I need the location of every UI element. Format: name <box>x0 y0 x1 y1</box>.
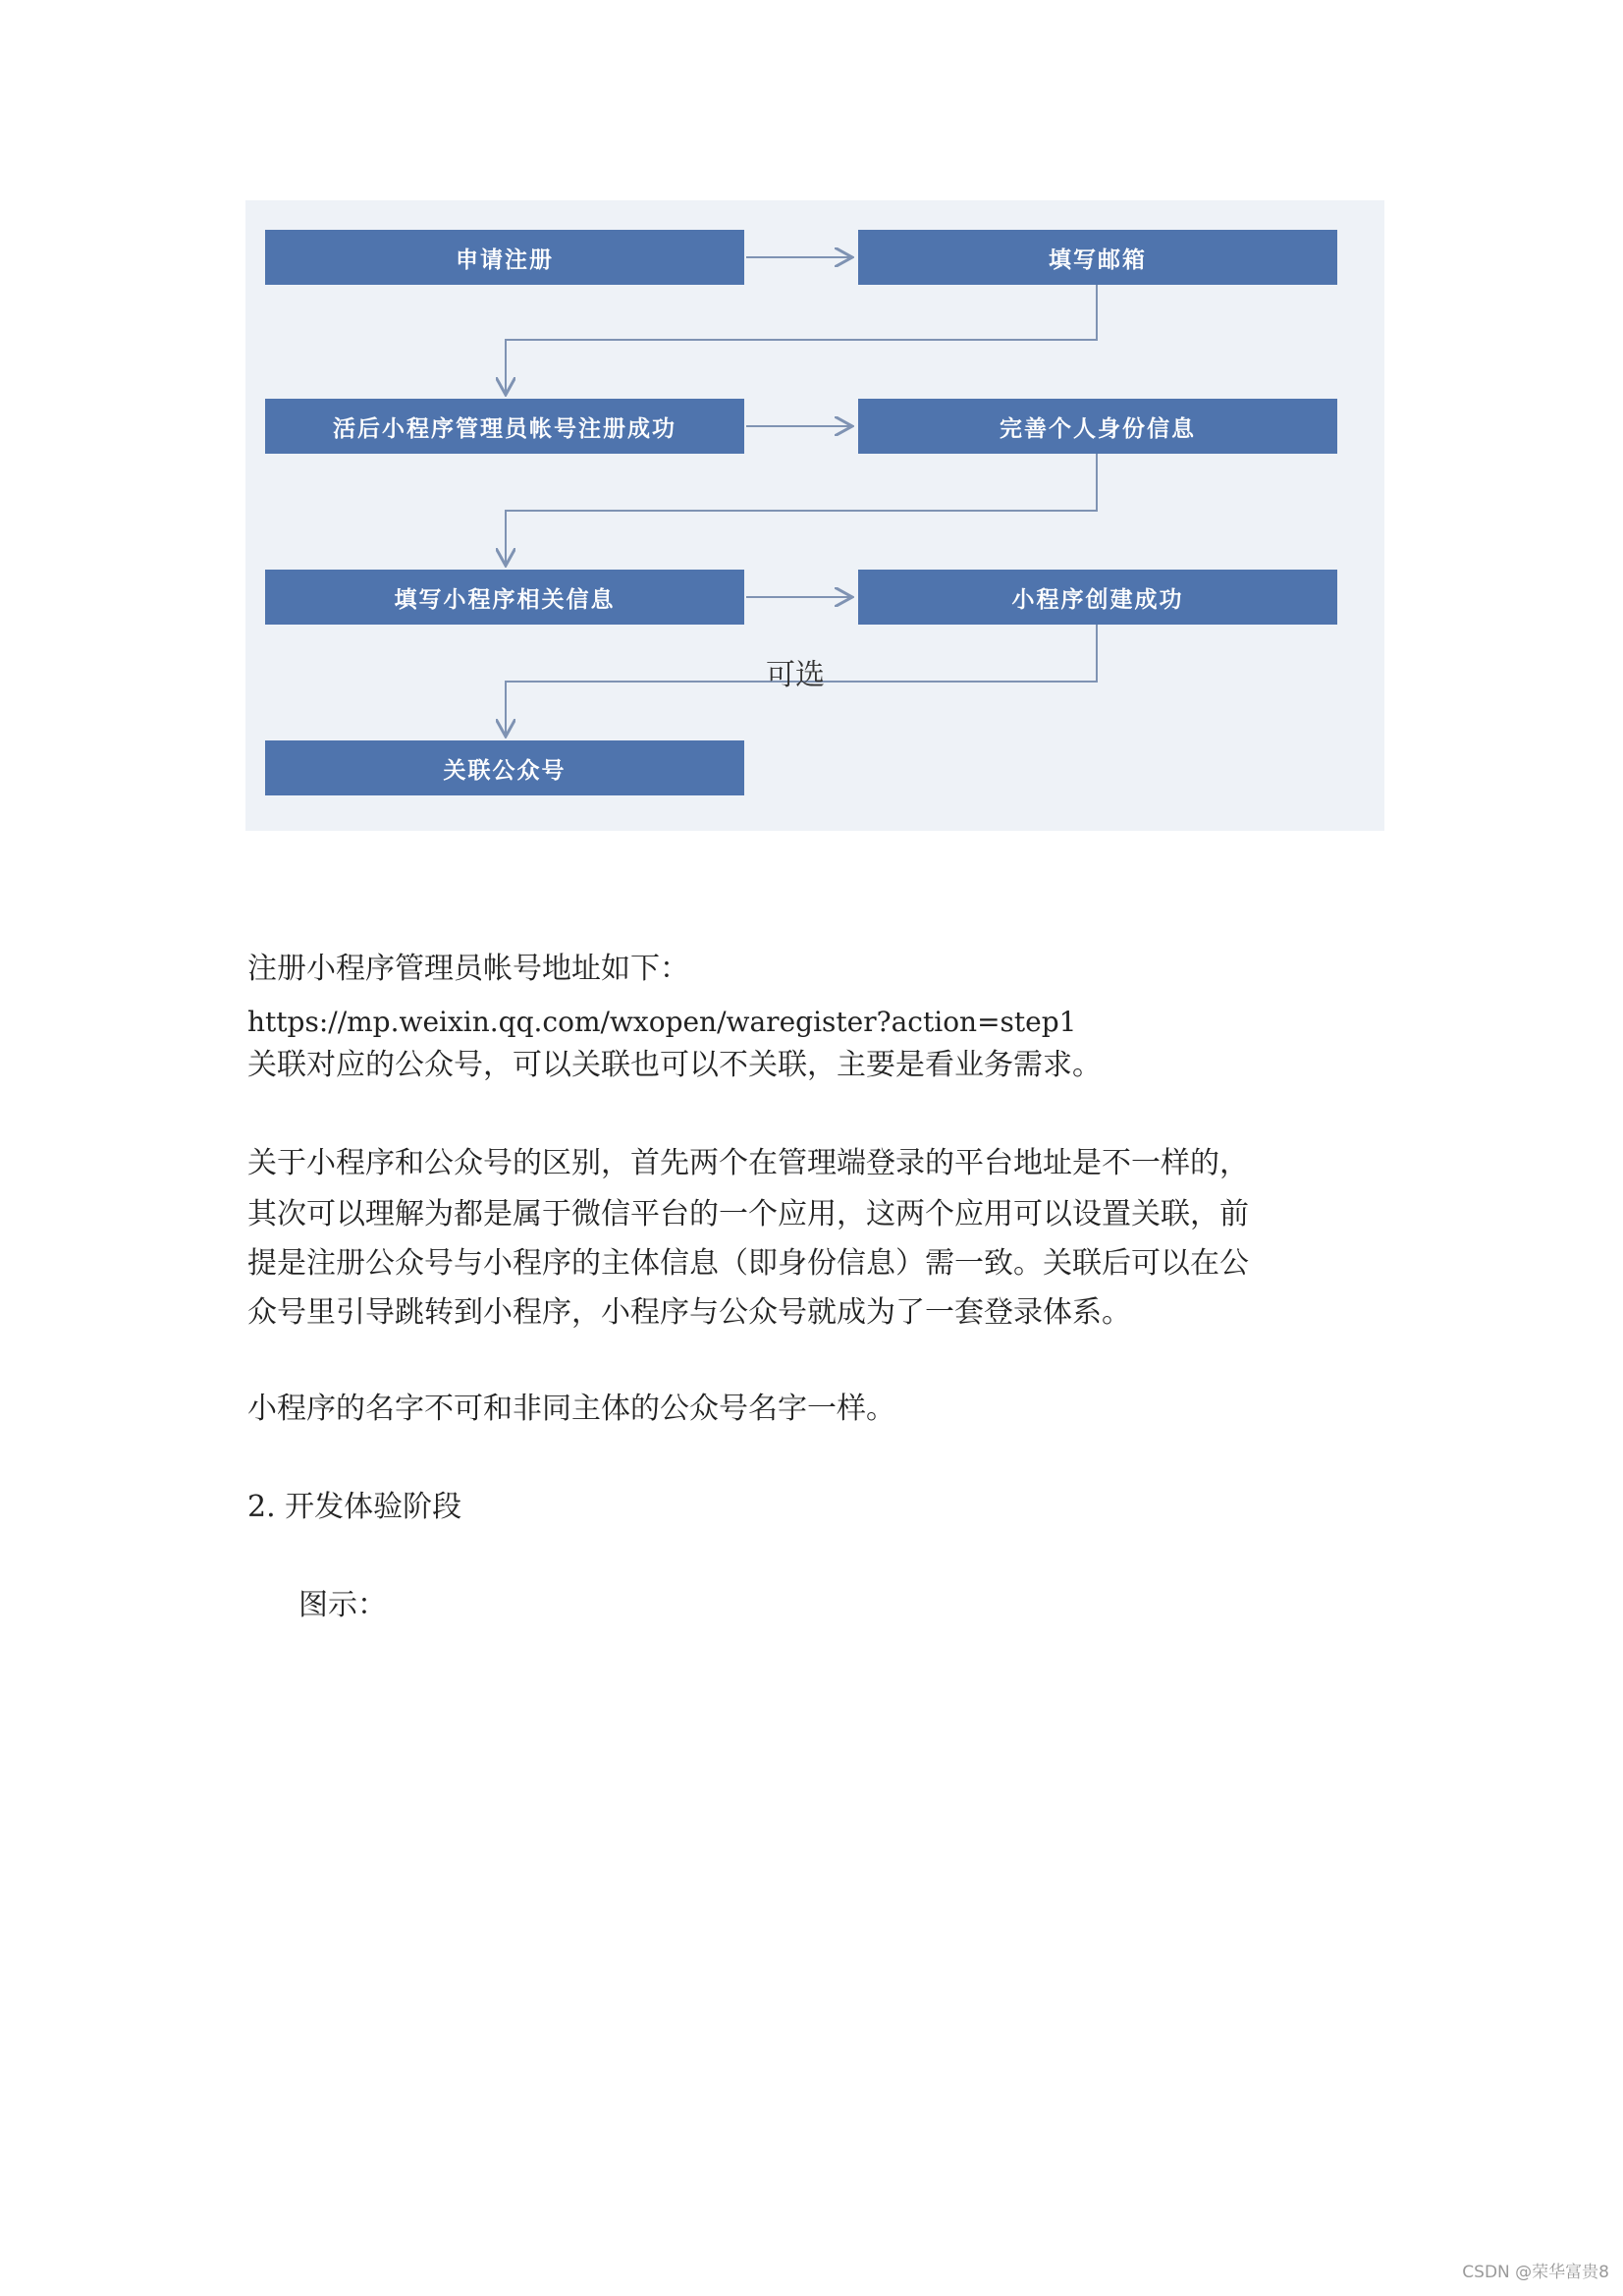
step-miniprogram-created: 小程序创建成功 <box>858 570 1337 625</box>
difference-line-1: 关于小程序和公众号的区别，首先两个在管理端登录的平台地址是不一样的， <box>247 1146 1249 1180</box>
step-fill-miniprogram-info: 填写小程序相关信息 <box>265 570 744 625</box>
step-fill-email: 填写邮箱 <box>858 230 1337 285</box>
flowchart-connectors <box>245 200 1384 831</box>
difference-line-3: 提是注册公众号与小程序的主体信息（即身份信息）需一致。关联后可以在公 <box>247 1246 1249 1281</box>
difference-line-4: 众号里引导跳转到小程序，小程序与公众号就成为了一套登录体系。 <box>247 1295 1131 1330</box>
name-rule-text: 小程序的名字不可和非同主体的公众号名字一样。 <box>247 1392 895 1426</box>
step-admin-account-success: 活后小程序管理员帐号注册成功 <box>265 399 744 454</box>
step-link-official-account: 关联公众号 <box>265 740 744 795</box>
difference-line-2: 其次可以理解为都是属于微信平台的一个应用，这两个应用可以设置关联，前 <box>247 1197 1249 1231</box>
optional-label: 可选 <box>766 658 825 692</box>
step-complete-identity: 完善个人身份信息 <box>858 399 1337 454</box>
register-url-text: https://mp.weixin.qq.com/wxopen/waregister?action=step1 <box>247 1006 1077 1038</box>
connector-step2-to-step3 <box>506 285 1097 393</box>
link-note-text: 关联对应的公众号，可以关联也可以不关联，主要是看业务需求。 <box>247 1048 1102 1082</box>
connector-step4-to-step5 <box>506 454 1097 564</box>
register-intro-text: 注册小程序管理员帐号地址如下： <box>247 952 689 986</box>
section-heading: 2. 开发体验阶段 <box>247 1490 462 1524</box>
registration-flowchart <box>245 200 1384 831</box>
csdn-watermark: CSDN @荣华富贵8 <box>1462 2263 1609 2282</box>
step-apply-register: 申请注册 <box>265 230 744 285</box>
figure-caption: 图示： <box>298 1588 387 1622</box>
